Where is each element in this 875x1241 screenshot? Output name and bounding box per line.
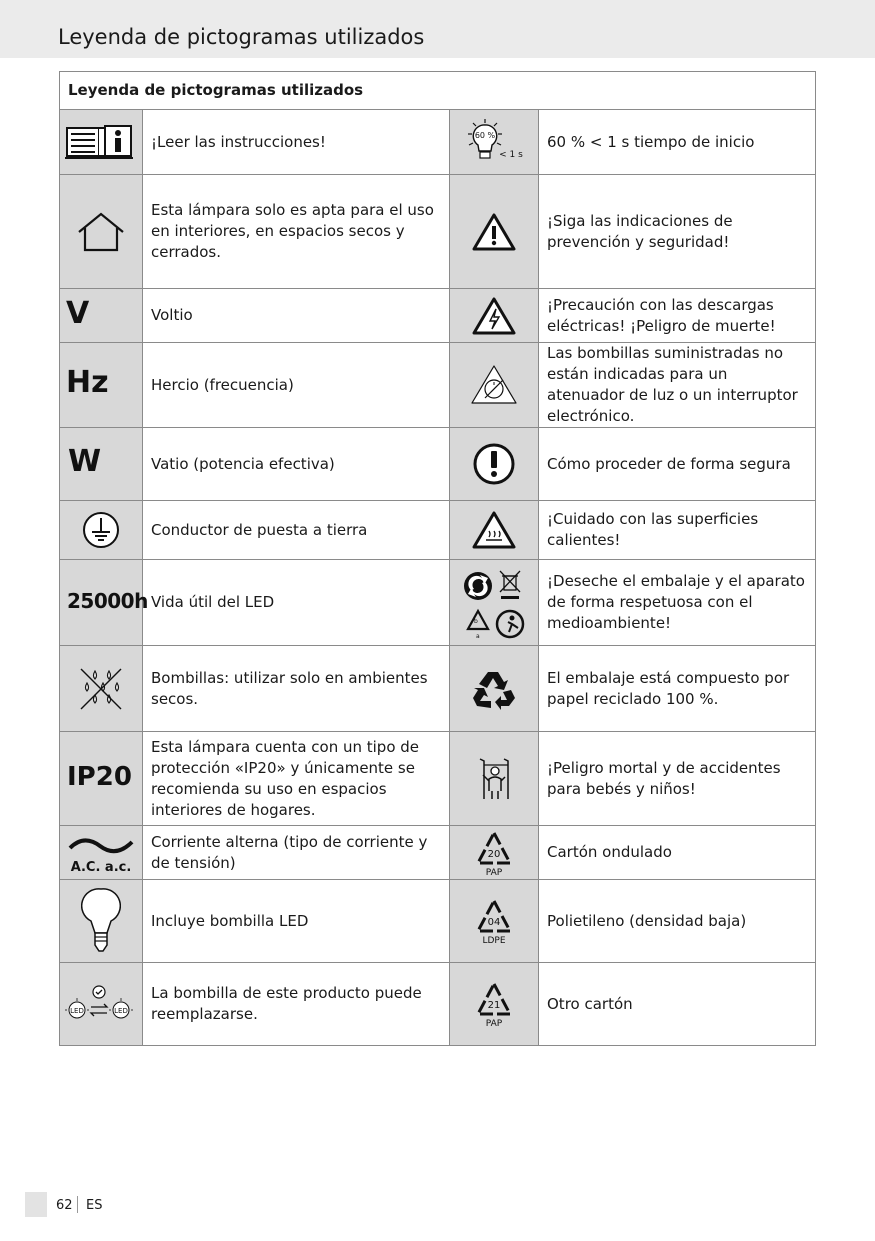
replaceable-bulb-icon [60, 963, 143, 1046]
legend-text: ¡Leer las instrucciones! [143, 110, 450, 175]
pictogram-legend-table [59, 71, 816, 1046]
table-row [60, 826, 816, 880]
bulb-percent-label: 60 % [474, 131, 496, 140]
alternating-current-icon [60, 826, 143, 880]
warning-triangle-icon [450, 175, 539, 289]
table-row [60, 289, 816, 343]
recycling-icon [450, 646, 539, 732]
legend-text: Cartón ondulado [539, 826, 816, 880]
disposal-icons [450, 560, 539, 646]
legend-text: Vida útil del LED [143, 560, 450, 646]
volt-icon: V [60, 289, 143, 343]
led-bulb-icon [60, 880, 143, 963]
table-row [60, 560, 816, 646]
legend-text: ¡Cuidado con las superficies calientes! [539, 501, 816, 560]
table-row [60, 963, 816, 1046]
recycle-21-pap-icon [450, 963, 539, 1046]
legend-text: El embalaje está compuesto por papel reciclado 100 %. [539, 646, 816, 732]
legend-text: Corriente alterna (tipo de corriente y de tensión) [143, 826, 450, 880]
table-row [60, 110, 816, 175]
legend-text: Esta lámpara solo es apta para el uso en interiores, en espacios secos y cerrados. [143, 175, 450, 289]
electric-shock-warning-icon [450, 289, 539, 343]
language-code: ES [86, 1198, 103, 1213]
hertz-icon: Hz [60, 343, 143, 428]
recycle-04-ldpe-icon [450, 880, 539, 963]
recycle-material: PAP [485, 1019, 503, 1028]
table-title-row [60, 72, 816, 110]
svg-text:b: b [474, 617, 478, 625]
legend-text: Incluye bombilla LED [143, 880, 450, 963]
legend-text: Otro cartón [539, 963, 816, 1046]
legend-text: Esta lámpara cuenta con un tipo de protección «IP20» y únicamente se recomienda su uso en espacios interiores de hogares. [143, 732, 450, 826]
recycle-code: 21 [487, 1000, 501, 1011]
recycle-code: 04 [487, 917, 501, 928]
legend-text: Voltio [143, 289, 450, 343]
page-title: Leyenda de pictogramas utilizados [58, 25, 425, 49]
svg-text:a: a [476, 632, 480, 640]
legend-text: La bombilla de este producto puede reemplazarse. [143, 963, 450, 1046]
legend-text: Bombillas: utilizar solo en ambientes secos. [143, 646, 450, 732]
bulb-start-time-icon [450, 110, 539, 175]
legend-text: ¡Precaución con las descargas eléctricas! ¡Peligro de muerte! [539, 289, 816, 343]
start-time-label: < 1 s [499, 150, 523, 160]
recycle-material: PAP [485, 867, 503, 877]
no-dimmer-icon [450, 343, 539, 428]
legend-text: ¡Siga las indicaciones de prevención y seguridad! [539, 175, 816, 289]
ac-label: A.C. a.c. [70, 859, 132, 875]
table-row [60, 428, 816, 501]
read-instructions-icon [60, 110, 143, 175]
table-title: Leyenda de pictogramas utilizados [60, 72, 816, 110]
exclamation-circle-icon [450, 428, 539, 501]
footer-marker [25, 1192, 47, 1217]
legend-text: Hercio (frecuencia) [143, 343, 450, 428]
legend-text: Vatio (potencia efectiva) [143, 428, 450, 501]
table-row [60, 343, 816, 428]
recycle-code: 20 [487, 848, 501, 860]
legend-text: ¡Peligro mortal y de accidentes para bebés y niños! [539, 732, 816, 826]
recycle-material: LDPE [482, 936, 506, 945]
footer-divider [77, 1196, 78, 1213]
house-icon [60, 175, 143, 289]
page-number: 62 [56, 1198, 73, 1213]
legend-text: ¡Deseche el embalaje y el aparato de forma respetuosa con el medioambiente! [539, 560, 816, 646]
legend-text: Conductor de puesta a tierra [143, 501, 450, 560]
watt-icon: W [60, 428, 143, 501]
legend-text: Las bombillas suministradas no están indicadas para un atenuador de luz o un interruptor electrónico. [539, 343, 816, 428]
ground-icon [60, 501, 143, 560]
table-row [60, 175, 816, 289]
table-row [60, 501, 816, 560]
led-lifetime-icon: 25000h [60, 560, 143, 646]
legend-text: 60 % < 1 s tiempo de inicio [539, 110, 816, 175]
table-row [60, 646, 816, 732]
legend-text: Polietileno (densidad baja) [539, 880, 816, 963]
page-header [0, 0, 875, 58]
recycle-20-pap-icon [450, 826, 539, 880]
table-row [60, 732, 816, 826]
led-label: LED [114, 1007, 128, 1015]
dry-rooms-icon [60, 646, 143, 732]
legend-text: Cómo proceder de forma segura [539, 428, 816, 501]
table-row [60, 880, 816, 963]
ip20-icon: IP20 [60, 732, 143, 826]
child-danger-icon [450, 732, 539, 826]
hot-surface-icon [450, 501, 539, 560]
led-label: LED [70, 1007, 84, 1015]
